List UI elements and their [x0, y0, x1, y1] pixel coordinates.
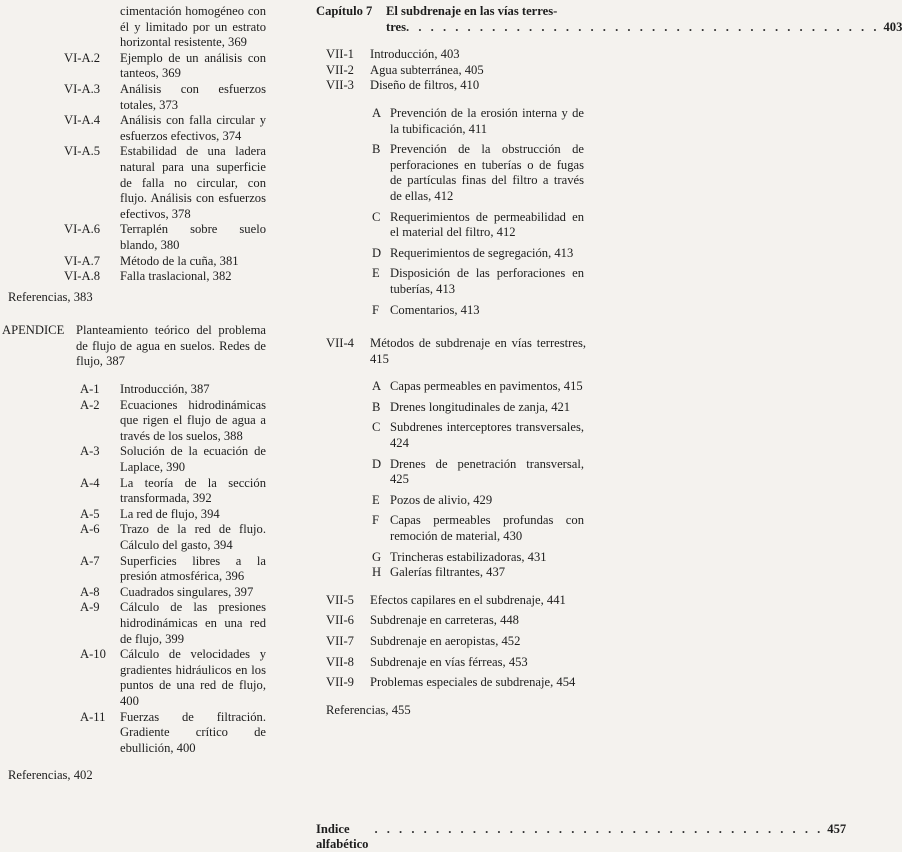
appendix-text: Planteamiento teórico del problema de flujo de agua en suelos. Redes de flujo, 387: [76, 323, 266, 369]
entry-code: VII-3: [326, 78, 354, 93]
leader-dots: . . . . . . . . . . . . . . . . . . . . . . . . . . . . . . . . . . . . . . .: [406, 19, 880, 34]
toc-entry: [8, 444, 266, 475]
entry-code: VII-1: [326, 47, 354, 62]
entry-text: Introducción, 403: [370, 47, 460, 62]
entry-text: Subdrenes interceptores transversales, 424: [390, 420, 584, 451]
toc-entry: [8, 382, 266, 398]
entry-code: A-6: [80, 522, 100, 537]
toc-subentry: [316, 210, 584, 241]
toc-subentry: [316, 493, 584, 509]
right-column: [316, 4, 902, 718]
toc-entry: [8, 554, 266, 585]
toc-entry: [8, 51, 266, 82]
entry-text: Trazo de la red de flujo. Cálculo del gasto, 394: [120, 522, 266, 552]
entry-code: A-8: [80, 584, 100, 599]
toc-entry: [316, 655, 586, 671]
entry-text: Capas permeables profundas con remoción de material, 430: [390, 513, 584, 544]
toc-entry: [8, 82, 266, 113]
entry-code: B: [372, 142, 381, 157]
entry-text: Prevención de la obstrucción de perforaciones en tuberías o de fugas de partículas finas del filtro a través de ellas, 412: [390, 142, 584, 203]
toc-subentry: [316, 457, 584, 488]
toc-subentry: [316, 550, 584, 566]
toc-entry: [316, 63, 586, 79]
entry-code: VI-A.2: [64, 50, 101, 65]
entry-text: Subdrenaje en carreteras, 448: [370, 613, 519, 628]
entry-text: Terraplén sobre suelo blando, 380: [120, 222, 266, 252]
toc-subentry: [316, 420, 584, 451]
entry-text: Comentarios, 413: [390, 302, 480, 317]
references-text: Referencias, 402: [8, 768, 93, 783]
chapter-title-line1: El subdrenaje en las vías terres-: [386, 4, 558, 18]
chapter-title-line2: tres: [386, 19, 407, 34]
toc-entry-continuation: [8, 4, 266, 51]
toc-subentry: [316, 106, 584, 137]
entry-code: VI-A.4: [64, 113, 101, 128]
toc-entry: [8, 585, 266, 601]
entry-code: A-10: [80, 647, 106, 662]
toc-subentry: [316, 246, 584, 262]
appendix-label: APENDICE: [2, 323, 65, 338]
entry-text: Problemas especiales de subdrenaje, 454: [370, 675, 576, 690]
index-entry: [316, 822, 847, 852]
toc-subentry: [316, 379, 584, 395]
entry-code: VII-7: [326, 634, 354, 648]
entry-code: VI-A.5: [64, 144, 101, 159]
entry-code: VII-6: [326, 613, 354, 628]
entry-code: VI-A.6: [64, 222, 101, 237]
entry-text: Trincheras estabilizadoras, 431: [390, 549, 547, 564]
entry-code: A: [372, 379, 382, 394]
entry-code: F: [372, 513, 380, 528]
entry-text: Drenes longitudinales de zanja, 421: [390, 399, 571, 414]
chapter-page: 403: [883, 19, 902, 34]
entry-text: Método de la cuña, 381: [120, 253, 239, 268]
entry-text: Diseño de filtros, 410: [370, 78, 480, 93]
entry-text: Análisis con falla circular y esfuerzos efectivos, 374: [120, 113, 266, 143]
toc-entry: [8, 647, 266, 709]
entry-code: VII-9: [326, 675, 354, 690]
entry-code: A-2: [80, 397, 100, 412]
entry-text: Cuadrados singulares, 397: [120, 584, 254, 599]
toc-subentry: [316, 565, 584, 581]
left-column: [2, 4, 288, 784]
entry-text: Cálculo de las presiones hidrodinámicas en una red de flujo, 399: [120, 600, 266, 646]
toc-subentry: [316, 303, 584, 319]
entry-text: Galerías filtrantes, 437: [390, 565, 506, 580]
entry-code: B: [372, 399, 381, 414]
index-label: Indice alfabético: [316, 822, 369, 851]
toc-entry: [8, 269, 266, 285]
entry-text: Estabilidad de una ladera natural para una superficie de falla no circular, con flujo. Análisis con esfuerzos efectivos, 378: [120, 144, 266, 221]
entry-code: VI-A.7: [64, 253, 101, 268]
entry-text: Falla traslacional, 382: [120, 269, 232, 284]
entry-code: D: [372, 456, 382, 471]
entry-code: H: [372, 565, 382, 580]
entry-text: cimentación homogéneo con él y limitado por un estrato horizontal resistente, 369: [120, 4, 266, 50]
toc-entry: [316, 675, 586, 691]
chapter-label: Capítulo 7: [316, 4, 373, 18]
entry-text: Introducción, 387: [120, 382, 210, 397]
toc-subentry: [316, 266, 584, 297]
toc-subentry: [316, 513, 584, 544]
entry-code: VI-A.3: [64, 81, 101, 96]
entry-code: G: [372, 549, 382, 564]
entry-code: A-9: [80, 600, 100, 615]
entry-code: VII-2: [326, 62, 354, 77]
index-page: 457: [827, 822, 847, 836]
entry-text: Agua subterránea, 405: [370, 62, 484, 77]
entry-code: A-1: [80, 382, 100, 397]
entry-code: A-7: [80, 553, 100, 568]
toc-entry: [8, 222, 266, 253]
references-text: Referencias, 455: [326, 702, 411, 717]
entry-code: VI-A.8: [64, 269, 101, 284]
toc-entry: [316, 336, 586, 367]
toc-entry: [8, 476, 266, 507]
entry-text: Ecuaciones hidrodinámicas que rigen el flujo de agua a través de los suelos, 388: [120, 397, 266, 443]
toc-entry: [316, 78, 586, 94]
entry-code: A: [372, 105, 382, 120]
toc-references: [8, 768, 288, 784]
toc-entry: [8, 398, 266, 445]
entry-code: C: [372, 209, 381, 224]
entry-code: VII-4: [326, 336, 354, 351]
toc-entry: [8, 144, 266, 222]
entry-code: A-4: [80, 475, 100, 490]
entry-text: Requerimientos de permeabilidad en el material del filtro, 412: [390, 209, 584, 240]
toc-entry: [8, 710, 266, 757]
entry-code: F: [372, 302, 380, 317]
entry-text: Pozos de alivio, 429: [390, 492, 493, 507]
entry-code: D: [372, 245, 382, 260]
toc-entry: [316, 47, 586, 63]
entry-text: Superficies libres a la presión atmosférica, 396: [120, 553, 266, 584]
toc-entry: [316, 593, 586, 609]
entry-text: Subdrenaje en aeropistas, 452: [370, 634, 521, 648]
entry-text: Efectos capilares en el subdrenaje, 441: [370, 592, 566, 607]
toc-subentry: [316, 142, 584, 204]
entry-text: Prevención de la erosión interna y de la tubificación, 411: [390, 105, 584, 136]
entry-code: E: [372, 266, 380, 281]
entry-text: Cálculo de velocidades y gradientes hidráulicos en los puntos de una red de flujo, 400: [120, 647, 266, 708]
entry-text: Disposición de las perforaciones en tuberías, 413: [390, 266, 584, 296]
toc-entry: [316, 613, 586, 629]
entry-code: VII-5: [326, 592, 354, 607]
entry-text: Requerimientos de segregación, 413: [390, 245, 574, 260]
entry-text: Ejemplo de un análisis con tanteos, 369: [120, 50, 266, 81]
toc-entry: [8, 522, 266, 553]
entry-text: Drenes de penetración transversal, 425: [390, 456, 584, 487]
entry-text: Análisis con esfuerzos totales, 373: [120, 81, 266, 112]
toc-entry: [8, 507, 266, 523]
entry-text: Subdrenaje en vías férreas, 453: [370, 654, 528, 669]
entry-text: Fuerzas de filtración. Gradiente crítico de ebullición, 400: [120, 709, 266, 755]
toc-entry: [8, 254, 266, 270]
entry-code: A-5: [80, 506, 100, 521]
entry-text: La red de flujo, 394: [120, 506, 220, 521]
entry-text: Solución de la ecuación de Laplace, 390: [120, 444, 266, 475]
toc-entry: [8, 600, 266, 647]
toc-subentry: [316, 400, 584, 416]
entry-code: C: [372, 420, 381, 435]
toc-references: [8, 290, 288, 306]
chapter-heading: [316, 4, 902, 35]
entry-text: Capas permeables en pavimentos, 415: [390, 379, 583, 394]
entry-code: VII-8: [326, 654, 354, 669]
entry-code: A-3: [80, 444, 100, 459]
entry-code: E: [372, 492, 380, 507]
toc-entry: [8, 113, 266, 144]
toc-references: [316, 703, 600, 719]
entry-code: A-11: [80, 709, 106, 724]
leader-dots: . . . . . . . . . . . . . . . . . . . . . . . . . . . . . . . . . . . . .: [374, 822, 824, 836]
toc-appendix: [2, 323, 266, 370]
entry-text: La teoría de la sección transformada, 392: [120, 475, 266, 506]
toc-entry: [316, 634, 586, 650]
entry-text: Métodos de subdrenaje en vías terrestres, 415: [370, 336, 586, 366]
references-text: Referencias, 383: [8, 289, 93, 304]
